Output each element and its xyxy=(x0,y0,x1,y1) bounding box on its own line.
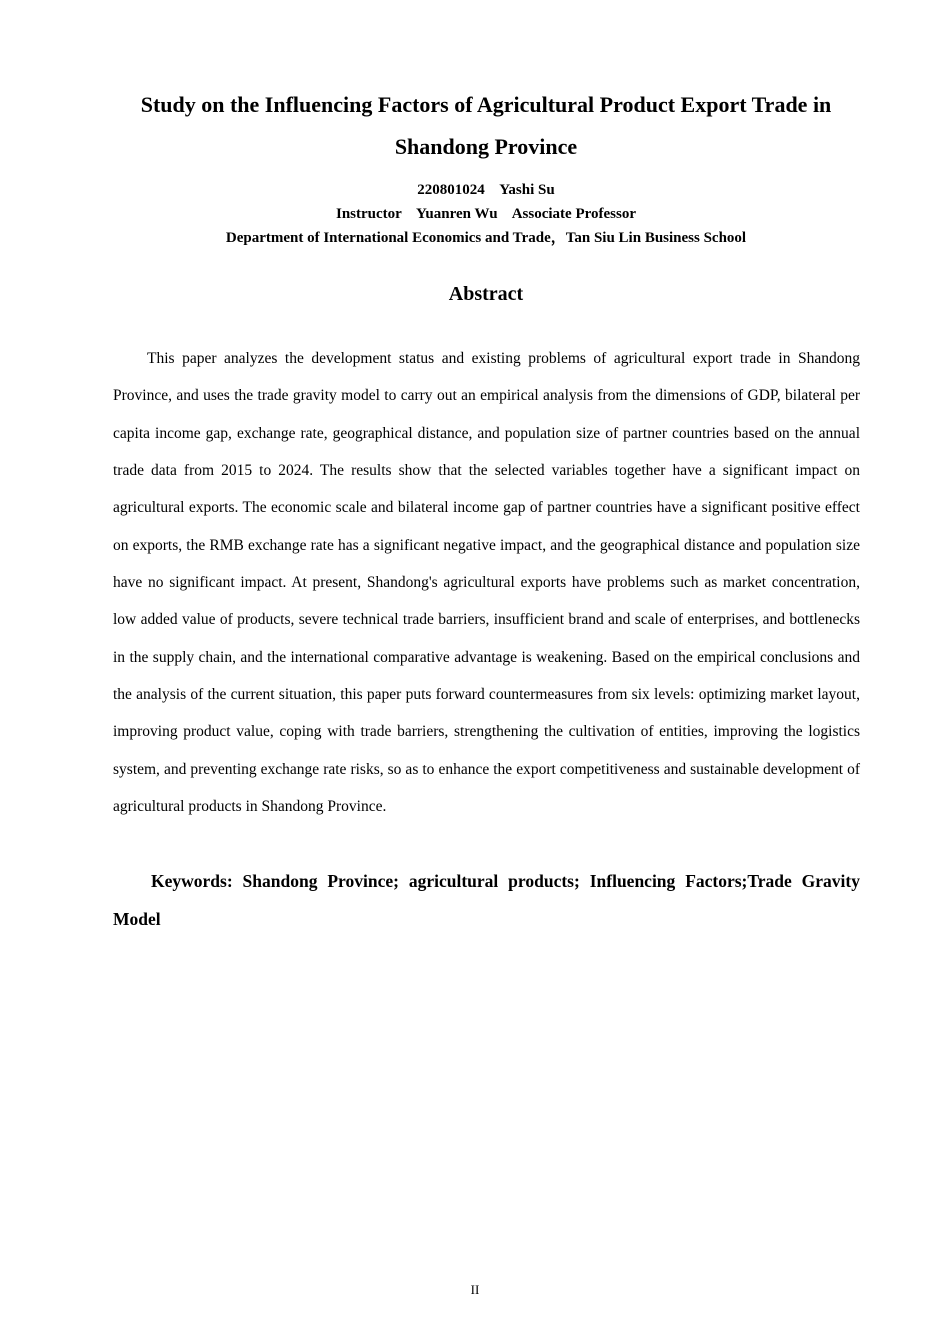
abstract-text: This paper analyzes the development status and existing problems of agricultural export trade in Shandong Province, and uses the trade gravity model to carry out an empirical analysis from the dimensions of GDP, bilateral per capita income gap, exchange rate, geographical distance, and population size of partner countries based on the annual trade data from 2015 to 2024. The results show that the selected variables together have a significant impact on agricultural exports. The economic scale and bilateral income gap of partner countries have a significant positive effect on exports, the RMB exchange rate has a significant negative impact, and the geographical distance and population size have no significant impact. At present, Shandong's agricultural exports have problems such as market concentration, low added value of products, severe technical trade barriers, insufficient brand and scale of enterprises, and bottlenecks in the supply chain, and the international comparative advantage is weakening. Based on the empirical conclusions and the analysis of the current situation, this paper puts forward countermeasures from six levels: optimizing market layout, improving product value, coping with trade barriers, strengthening the cultivation of entities, improving the logistics system, and preventing exchange rate risks, so as to enhance the export competitiveness and sustainable development of agricultural products in Shandong Province. xyxy=(113,350,860,816)
department-line: Department of International Economics and Trade，Tan Siu Lin Business School xyxy=(225,230,747,246)
keywords: Keywords: Shandong Province; agricultural products; Influencing Factors;Trade Gravity Model xyxy=(113,871,860,929)
abstract-heading: Abstract xyxy=(448,283,524,305)
paper-title: Study on the Influencing Factors of Agricultural Product Export Trade in Shandong Province xyxy=(140,92,832,159)
instructor-line: Instructor Yuanren Wu Associate Professor xyxy=(335,206,636,222)
page-number: II xyxy=(470,1282,480,1297)
author-line: 220801024 Yashi Su xyxy=(417,182,555,198)
author-info xyxy=(100,178,872,250)
